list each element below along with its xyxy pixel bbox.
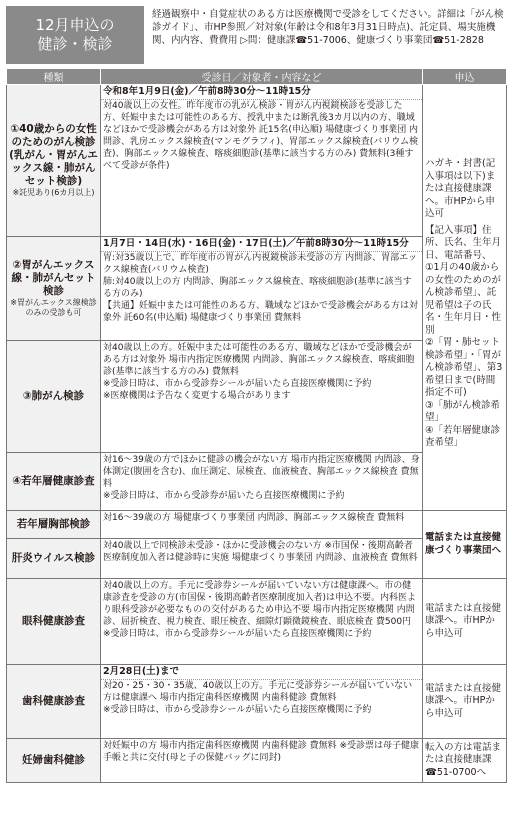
row-name: ③肺がん検診 — [7, 341, 101, 453]
row-details: 対40歳以上の方。妊娠中または可能性のある方、職域などほかで受診機会がある方は対象外 場市内指定医療機関 内問診、胸部エックス線検査、喀痰細胞診(基準に該当する方のみ) 費無料 ※受診日時は、市から受診券シールが届いたら直接医療機関に予約 ※医療機関は予告なく変更する場合があります — [101, 341, 423, 453]
row-name: 眼科健康診査 — [7, 579, 101, 665]
row-details: 1月7日・14日(水)・16日(金)・17日(土)／午前8時30分～11時15分 胃:対35歳以上で、昨年度市の胃がん内視鏡検診未受診の方 内問診、胃部エックス線検査(バリウム検査) 肺:対40歳以上の方 内問診、胸部エックス線検査、喀痰細胞診(基準に該当する方のみ) 【共通】妊娠中または可能性のある方、職域などほかで受診機会がある方は対象外 託60名(申込順) 場健康づくり事業団 費無料 — [101, 237, 423, 341]
column-header-details: 受診日／対象者・内容など — [101, 69, 423, 85]
column-header-apply: 申込 — [423, 69, 507, 85]
row-name: 歯科健康診査 — [7, 665, 101, 739]
row-details: 2月28日(土)まで 対20・25・30・35歳、40歳以上の方。手元に受診券シールが届いていない方は健康課へ 場市内指定歯科医療機関 内歯科健診 費無料 ※受診日時は、市から受診券シールが届いたら直接医療機関に予約 — [101, 665, 423, 739]
table-row — [7, 579, 507, 665]
apply-cell: 電話または直接健康づくり事業団へ — [423, 511, 507, 579]
apply-cell: ハガキ・封書(記入事項は以下)または直接健康課へ。市HPから申込可 【記入事項】住所、氏名、生年月日、電話番号、①1月の40歳からの女性のためのがん検診希望」、託児希望は子の氏名・生年月日・性別 ②「胃・肺セット検診希望」・「胃がん検診希望」、第3希望日まで(時間指定不可) ③「肺がん検診希望」 ④「若年層健康診査希望」 — [423, 85, 507, 511]
column-header-type: 種類 — [7, 69, 101, 85]
row-name: 若年層胸部検診 — [7, 511, 101, 539]
row-name: ①40歳からの女性のためのがん検診(乳がん・胃がんエックス線・肺がんセット検診) ※託児あり(6カ月以上) — [7, 85, 101, 237]
row-details: 対16～39歳の方 場健康づくり事業団 内問診、胸部エックス線検査 費無料 — [101, 511, 423, 539]
table-row — [7, 85, 507, 237]
title-line2: 健診・検診 — [37, 35, 113, 53]
section-title — [6, 6, 144, 64]
table-row — [7, 511, 507, 539]
table-row — [7, 739, 507, 783]
row-details: 対妊娠中の方 場市内指定歯科医療機関 内歯科健診 費無料 ※受診票は母子健康手帳と共に交付(母と子の保健バッグに同封) — [101, 739, 423, 783]
row-name: ②胃がんエックス線・肺がんセット検診 ※胃がんエックス線検診のみの受診も可 — [7, 237, 101, 341]
apply-cell: 電話または直接健康課へ。市HPから申込可 — [423, 665, 507, 739]
checkup-table — [6, 68, 507, 783]
apply-cell: 転入の方は電話または直接健康課☎51-0700へ — [423, 739, 507, 783]
row-details: 対16～39歳の方でほかに健診の機会がない方 場市内指定医療機関 内問診、身体測定(腹囲を含む)、血圧測定、尿検査、血液検査、胸部エックス線検査 費無料 ※受診日時は、市から受診券が届いたら直接医療機関に予約 — [101, 453, 423, 511]
header-note: 経過観察中・自覚症状のある方は医療機関で受診をしてください。詳細は「がん検診ガイド」、市HP参照／対対象(年齢は令和8年3月31日時点)、託定員、場実施機関、内内容、費費用 ▷問：健康課☎51-7006、健康づくり事業団☎51-2828 — [152, 9, 504, 46]
row-details: 令和8年1月9日(金)／午前8時30分～11時15分 対40歳以上の女性。昨年度市の乳がん検診・胃がん内視鏡検診を受診した方、妊娠中または可能性のある方、授乳中または断乳後3カ月以内の方、職域などほかで受診機会がある方は対象外 託15名(申込順) 場健康づくり事業団 内問診、乳房エックス線検査(マンモグラフィ)、胃部エックス線検査(バリウム検査)、胸部エックス線検査、喀痰細胞診(基準に該当する方のみ) 費無料(3種すべて受診が条件) — [101, 85, 423, 237]
row-details: 対40歳以上で同検診未受診・ほかに受診機会のない方 ※市国保・後期高齢者医療制度加入者は健診時に実施 場健康づくり事業団 内問診、血液検査 費無料 — [101, 539, 423, 579]
row-name: 肝炎ウイルス検診 — [7, 539, 101, 579]
row-name: 妊婦歯科健診 — [7, 739, 101, 783]
table-row — [7, 665, 507, 739]
table-header-row — [7, 69, 507, 85]
row-name: ④若年層健康診査 — [7, 453, 101, 511]
row-details: 対40歳以上の方。手元に受診券シールが届いていない方は健康課へ。市の健康診査を受診の方(市国保・後期高齢者医療制度加入者)は申込不要。内科医より眼科受診が必要なものの交付があるため申込不要 場市内指定医療機関 内問診、屈折検査、視力検査、眼圧検査、細隙灯顕微鏡検査、眼底検査 費500円 ※受診日時は、市から受診券シールが届いたら直接医療機関に予約 — [101, 579, 423, 665]
header — [6, 6, 506, 64]
apply-cell: 電話または直接健康課へ。市HPから申込可 — [423, 579, 507, 665]
title-line1: 12月申込の — [35, 16, 115, 34]
